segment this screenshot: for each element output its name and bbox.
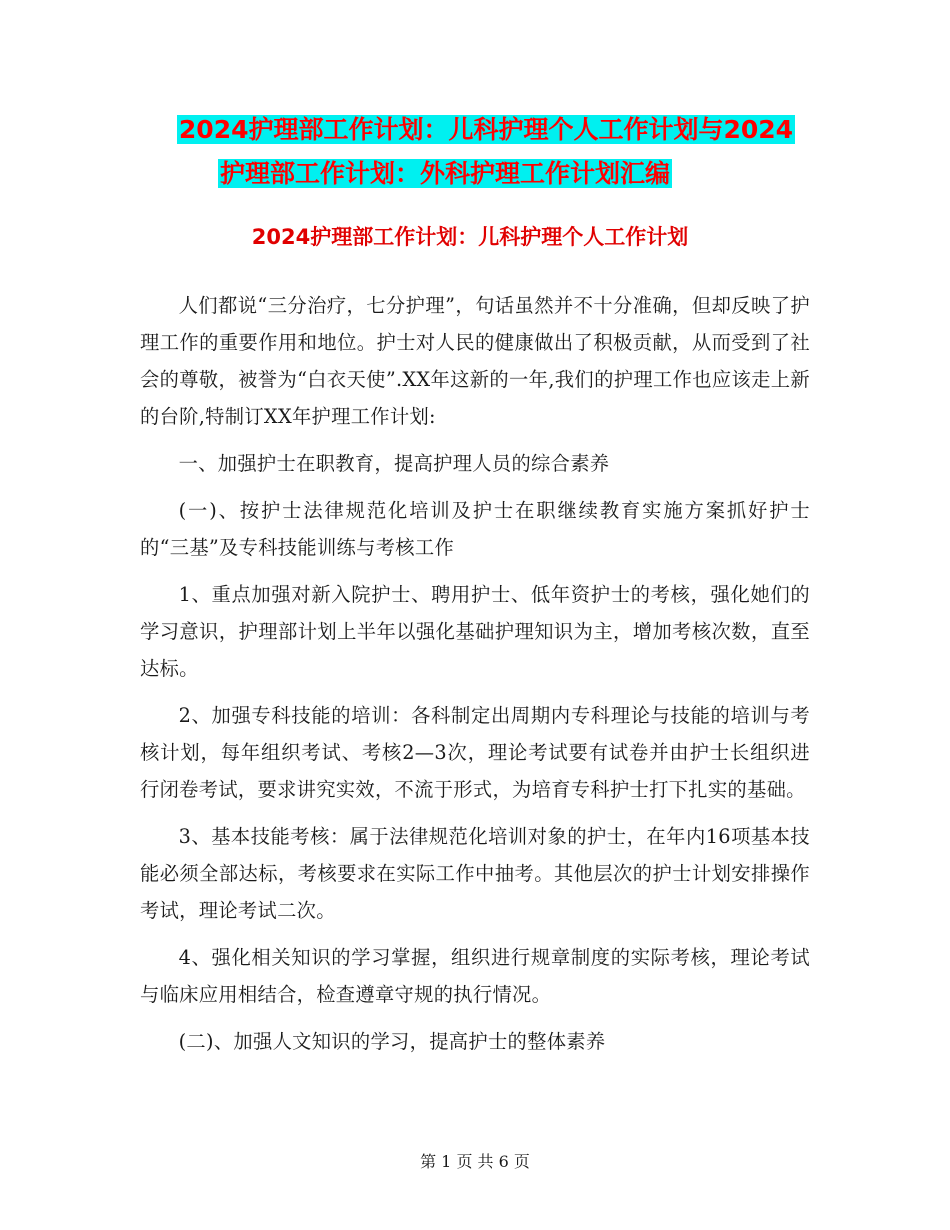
document-body [140,287,810,1070]
paragraph-intro: 人们都说“三分治疗，七分护理”，句话虽然并不十分准确，但却反映了护理工作的重要作用和地位。护士对人民的健康做出了积极贡献，从而受到了社会的尊敬，被誉为“白衣天使”.XX年这新的一年,我们的护理工作也应该走上新的台阶,特制订XX年护理工作计划: [140,294,810,428]
paragraph-item-2: 2、加强专科技能的培训：各科制定出周期内专科理论与技能的培训与考核计划，每年组织考试、考核2—3次，理论考试要有试卷并由护士长组织进行闭卷考试，要求讲究实效，不流于形式，为培育专科护士打下扎实的基础。 [140,704,810,801]
paragraph-subsection-2: (二)、加强人文知识的学习，提高护士的整体素养 [178,1030,606,1053]
document-title-line-2-text: 护理部工作计划：外科护理工作计划汇编 [219,159,670,188]
document-title-line-1 [0,109,950,151]
paragraph-section-1: 一、加强护士在职教育，提高护理人员的综合素养 [178,452,610,475]
document-title-line-2 [0,153,950,195]
paragraph-item-1: 1、重点加强对新入院护士、聘用护士、低年资护士的考核，强化她们的学习意识，护理部计划上半年以强化基础护理知识为主，增加考核次数，直至达标。 [140,583,810,680]
page-number-footer: 第 1 页 共 6 页 [420,1152,530,1171]
section-heading: 2024护理部工作计划：儿科护理个人工作计划 [251,225,689,249]
document-title-line-1-text: 2024护理部工作计划：儿科护理个人工作计划与2024 [178,115,794,144]
paragraph-item-4: 4、强化相关知识的学习掌握，组织进行规章制度的实际考核，理论考试与临床应用相结合，检查遵章守规的执行情况。 [140,946,810,1006]
paragraph-subsection-1: (一)、按护士法律规范化培训及护士在职继续教育实施方案抓好护士的“三基”及专科技能训练与考核工作 [140,499,810,559]
paragraph-item-3: 3、基本技能考核：属于法律规范化培训对象的护士，在年内16项基本技能必须全部达标，考核要求在实际工作中抽考。其他层次的护士计划安排操作考试，理论考试二次。 [140,825,810,922]
